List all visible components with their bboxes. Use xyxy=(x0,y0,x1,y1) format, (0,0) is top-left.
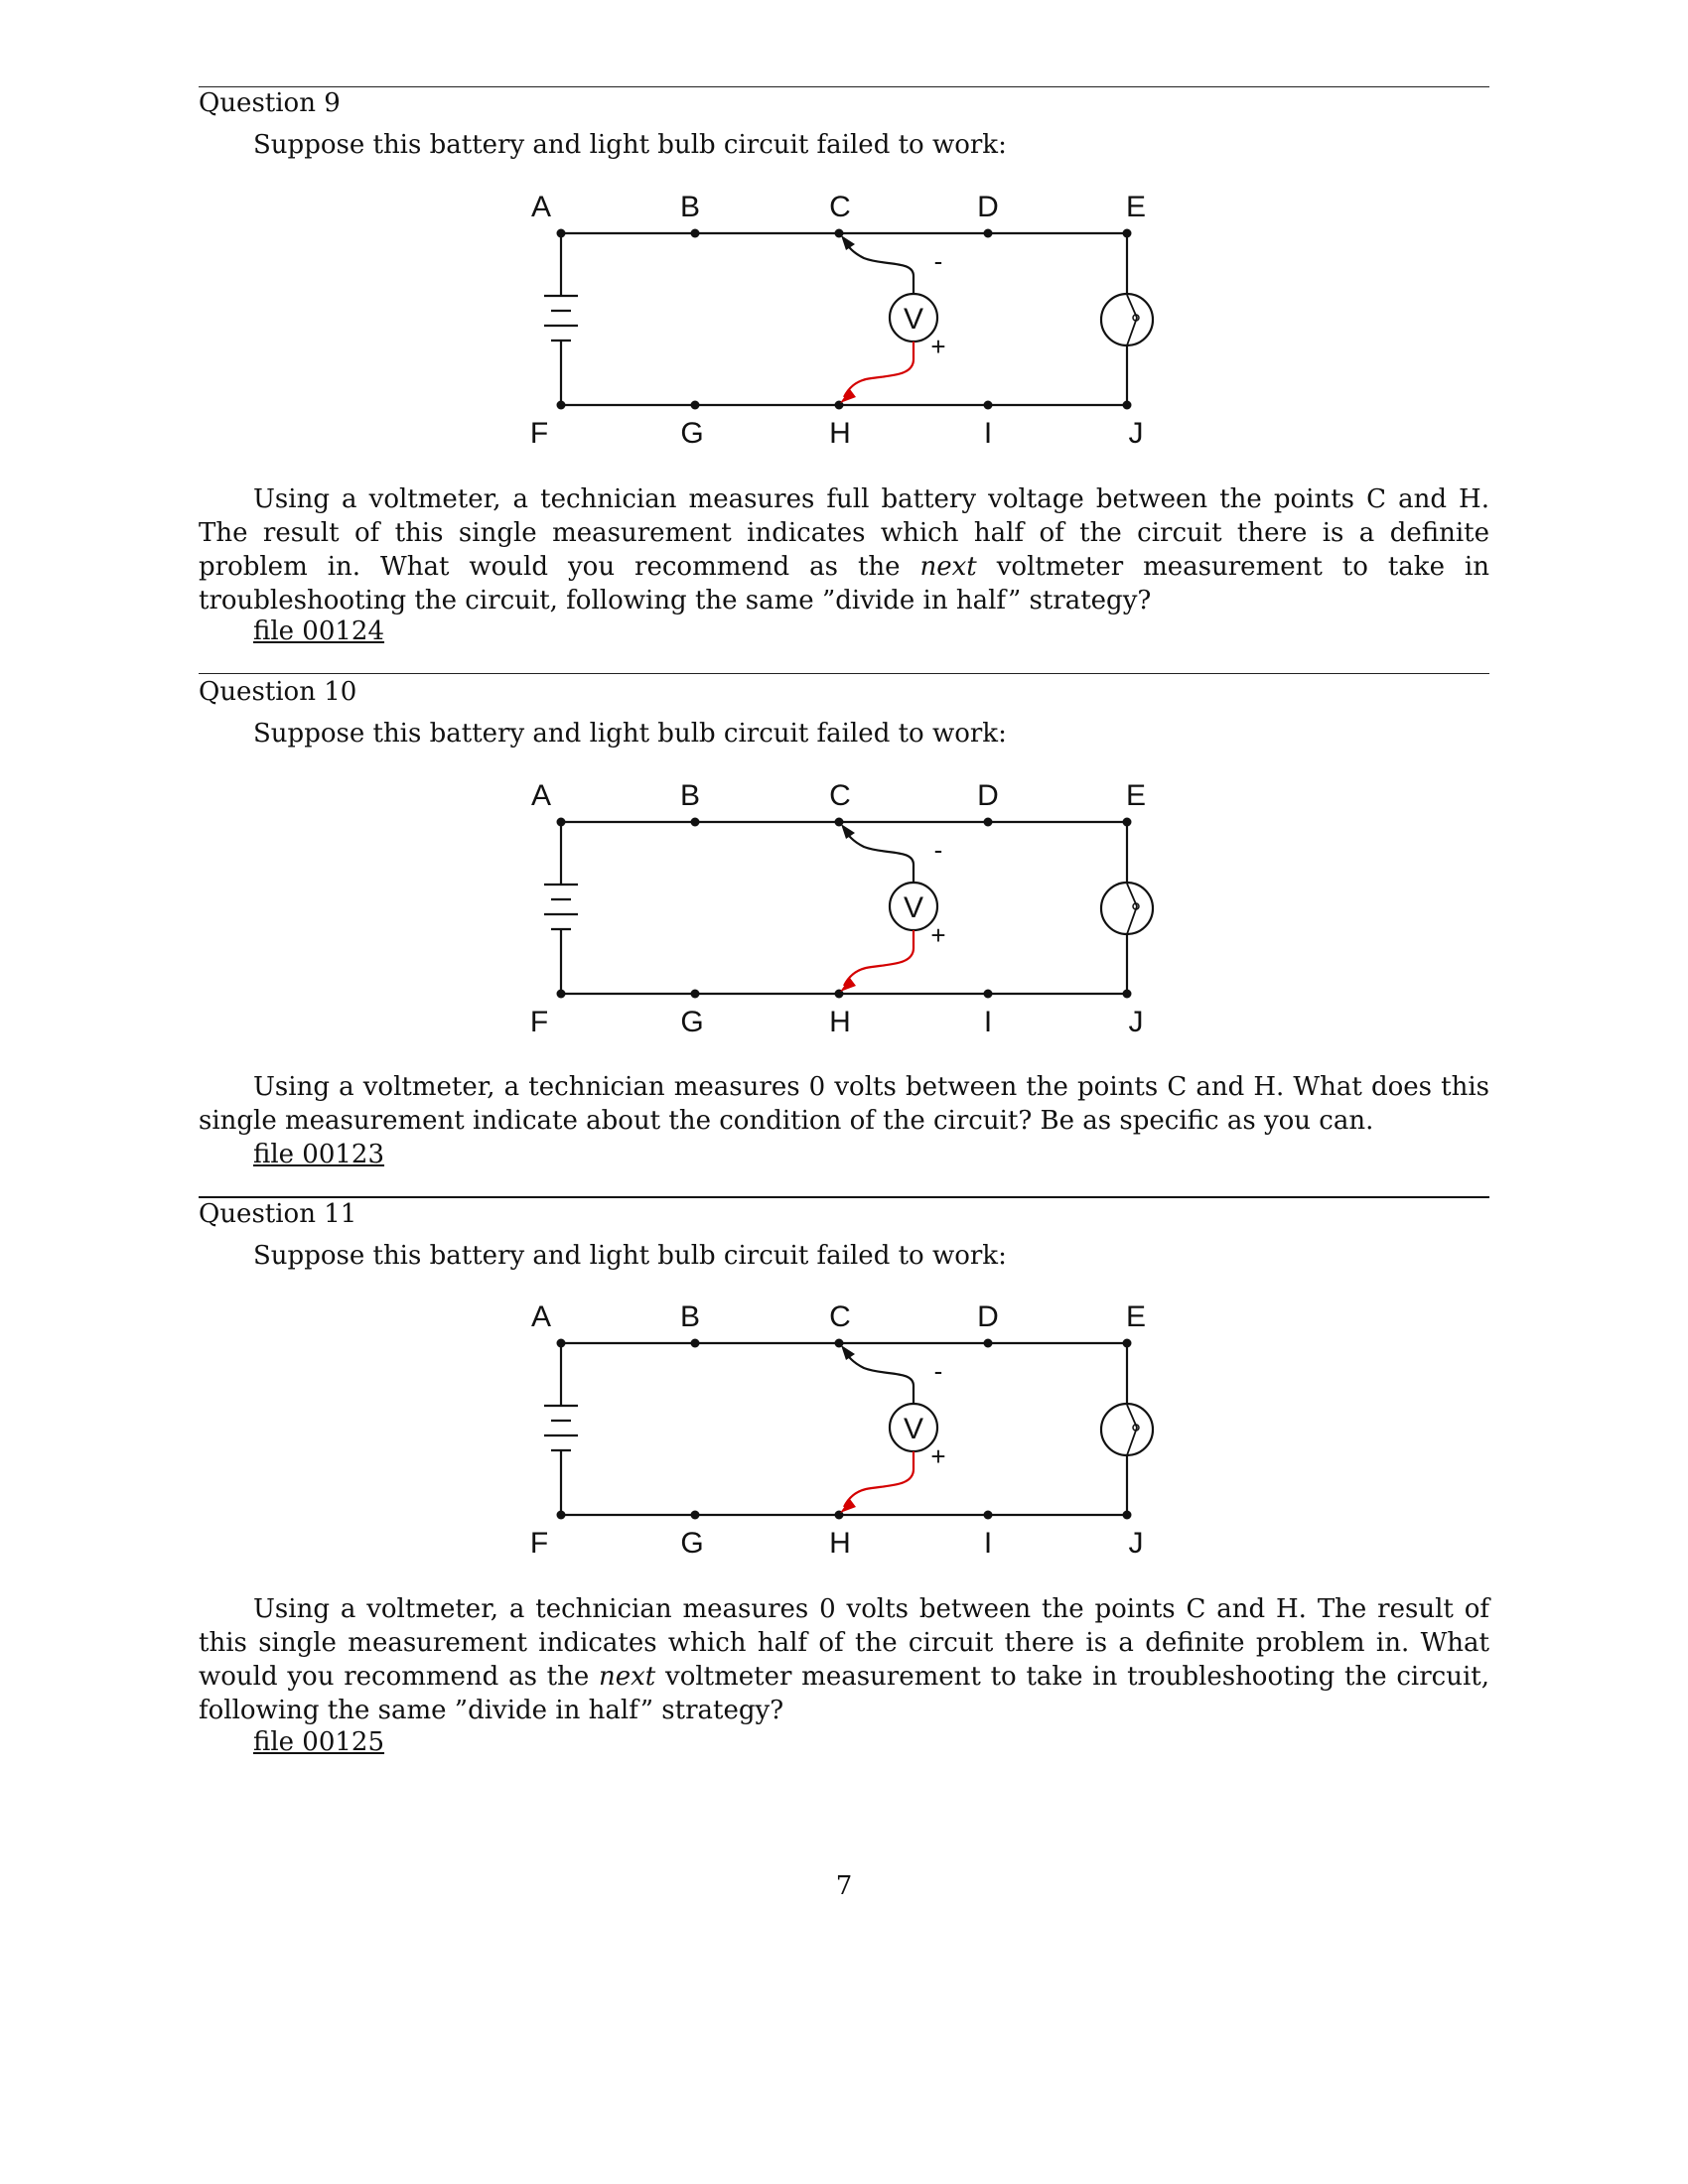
node-label-top: D xyxy=(977,1300,999,1333)
plus-sign: + xyxy=(930,920,946,950)
node-label-top: A xyxy=(530,779,552,812)
node-dot xyxy=(557,229,566,238)
question-intro: Suppose this battery and light bulb circuit failed to work: xyxy=(253,719,1007,749)
node-dot xyxy=(1123,990,1132,999)
node-label-top: B xyxy=(679,1300,701,1333)
question-text-part: Using a voltmeter, a technician measures 0 volts between the points C and H. The result of this single measurement indicates which half of the circuit there is a definite problem in. What would you recommend as the xyxy=(199,1594,1489,1692)
node-label-top: D xyxy=(977,191,999,223)
negative-probe-tip xyxy=(841,824,855,839)
voltmeter-label: V xyxy=(903,303,924,336)
node-label-bottom: I xyxy=(983,1006,993,1038)
emphasis-text: next xyxy=(919,552,977,582)
lamp-bulb-icon xyxy=(1101,1404,1153,1455)
file-reference-link[interactable]: file 00123 xyxy=(253,1140,385,1169)
node-label-top: C xyxy=(829,1300,851,1333)
node-label-bottom: H xyxy=(829,1006,851,1038)
node-label-bottom: J xyxy=(1128,417,1144,450)
node-label-top: D xyxy=(977,779,999,812)
node-dot xyxy=(557,1511,566,1520)
question-text-part: Using a voltmeter, a technician measures full battery voltage between the points C and H. The result of this single measurement indicates which half of the circuit there is a definite problem in. What would you recommend as the xyxy=(199,484,1489,582)
node-dot xyxy=(984,401,993,410)
node-label-bottom: G xyxy=(680,417,704,450)
node-label-top: C xyxy=(829,191,851,223)
node-label-top: E xyxy=(1125,779,1147,812)
question-title: Question 9 xyxy=(199,88,341,118)
plus-sign: + xyxy=(930,1441,946,1471)
question-text-part: Using a voltmeter, a technician measures 0 volts between the points C and H. What does this single measurement indicate about the condition of the circuit? Be as specific as you can. xyxy=(199,1072,1489,1136)
node-dot xyxy=(1123,1511,1132,1520)
plus-sign: + xyxy=(930,332,946,361)
question-divider xyxy=(199,673,1489,674)
circuit-diagram xyxy=(516,189,1172,457)
question-divider xyxy=(199,86,1489,87)
emphasis-text: next xyxy=(599,1662,656,1692)
node-dot xyxy=(557,818,566,827)
node-label-bottom: G xyxy=(680,1527,704,1560)
node-dot xyxy=(984,990,993,999)
positive-test-lead xyxy=(844,341,914,397)
voltmeter-label: V xyxy=(903,1413,924,1445)
node-dot xyxy=(557,1339,566,1348)
node-dot xyxy=(691,401,700,410)
node-label-top: A xyxy=(530,1300,552,1333)
circuit-diagram xyxy=(516,777,1172,1045)
negative-test-lead xyxy=(844,829,914,883)
node-label-bottom: J xyxy=(1128,1527,1144,1560)
minus-sign: - xyxy=(933,1356,943,1386)
question-text xyxy=(199,482,1489,617)
node-dot xyxy=(1123,401,1132,410)
circuit-diagram xyxy=(516,1298,1172,1567)
node-label-bottom: H xyxy=(829,1527,851,1560)
node-label-bottom: F xyxy=(529,1527,549,1560)
lamp-bulb-icon xyxy=(1101,294,1153,345)
voltmeter-label: V xyxy=(903,891,924,924)
node-dot xyxy=(691,229,700,238)
negative-test-lead xyxy=(844,1350,914,1404)
node-dot xyxy=(691,990,700,999)
node-label-top: E xyxy=(1125,191,1147,223)
minus-sign: - xyxy=(933,835,943,865)
node-dot xyxy=(984,818,993,827)
question-text-part: voltmeter measurement to take in troubleshooting the circuit, following the same ”divide in half” strategy? xyxy=(199,1662,1489,1725)
node-label-top: A xyxy=(530,191,552,223)
node-label-top: B xyxy=(679,191,701,223)
positive-test-lead xyxy=(844,1451,914,1507)
negative-probe-tip xyxy=(841,1345,855,1360)
node-label-top: E xyxy=(1125,1300,1147,1333)
node-dot xyxy=(691,1339,700,1348)
node-label-bottom: F xyxy=(529,417,549,450)
node-label-bottom: G xyxy=(680,1006,704,1038)
node-dot xyxy=(691,1511,700,1520)
node-label-top: C xyxy=(829,779,851,812)
node-label-bottom: F xyxy=(529,1006,549,1038)
node-dot xyxy=(984,1339,993,1348)
negative-probe-tip xyxy=(841,235,855,250)
file-reference-link[interactable]: file 00125 xyxy=(253,1727,385,1757)
negative-test-lead xyxy=(844,240,914,294)
node-dot xyxy=(984,1511,993,1520)
positive-test-lead xyxy=(844,930,914,986)
question-title: Question 11 xyxy=(199,1199,357,1229)
node-label-bottom: I xyxy=(983,417,993,450)
node-dot xyxy=(1123,229,1132,238)
node-dot xyxy=(557,401,566,410)
node-dot xyxy=(1123,1339,1132,1348)
node-dot xyxy=(984,229,993,238)
question-text xyxy=(199,1070,1489,1138)
node-label-bottom: J xyxy=(1128,1006,1144,1038)
node-label-bottom: I xyxy=(983,1527,993,1560)
page-number: 7 xyxy=(835,1871,853,1901)
question-title: Question 10 xyxy=(199,677,357,707)
question-divider xyxy=(199,1196,1489,1198)
file-reference-link[interactable]: file 00124 xyxy=(253,616,385,646)
node-dot xyxy=(691,818,700,827)
minus-sign: - xyxy=(933,246,943,276)
question-text xyxy=(199,1592,1489,1727)
lamp-bulb-icon xyxy=(1101,883,1153,934)
node-label-bottom: H xyxy=(829,417,851,450)
question-intro: Suppose this battery and light bulb circuit failed to work: xyxy=(253,130,1007,160)
node-label-top: B xyxy=(679,779,701,812)
node-dot xyxy=(557,990,566,999)
question-text-part: voltmeter measurement to take in troubleshooting the circuit, following the same ”divide in half” strategy? xyxy=(199,552,1489,615)
node-dot xyxy=(1123,818,1132,827)
question-intro: Suppose this battery and light bulb circuit failed to work: xyxy=(253,1241,1007,1271)
